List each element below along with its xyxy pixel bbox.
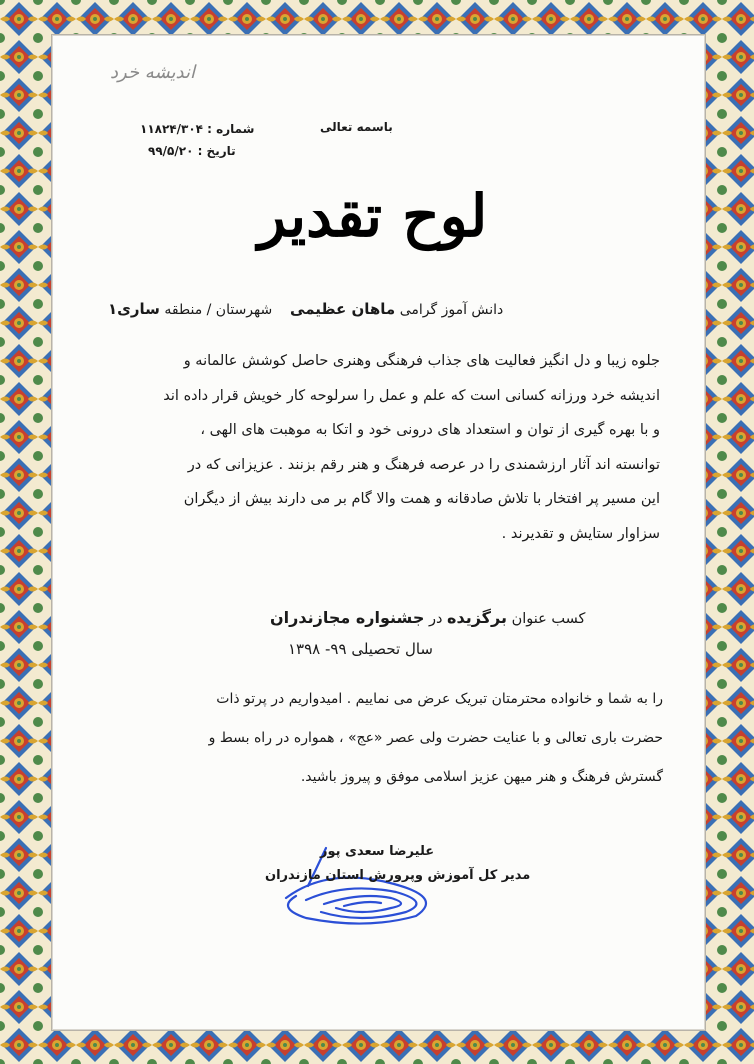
award-prefix: کسب عنوان [511, 611, 586, 627]
closing-paragraph [93, 680, 663, 797]
body-line: سزاوار ستایش و تقدیرند . [501, 525, 660, 542]
closing-line: حضرت باری تعالی و با عنایت حضرت ولی عصر «عج» ، همواره در راه بسط و [208, 730, 663, 746]
certificate-title: لوح تقدیر [258, 182, 488, 250]
academic-year: سال تحصیلی ۹۹- ۱۳۹۸ [288, 640, 433, 658]
body-paragraph [90, 344, 660, 551]
award-middle: در [428, 611, 443, 627]
location-prefix: شهرستان / منطقه [164, 302, 273, 318]
body-line: این مسیر پر افتخار با تلاش صادقانه و همت والا گام بر می دارند بیش از دیگران [183, 491, 660, 507]
signer-name: علیرضا سعدی پور [320, 844, 435, 859]
closing-line: گسترش فرهنگ و هنر میهن عزیز اسلامی موفق و پیروز باشید. [300, 769, 663, 785]
recipient-prefix: دانش آموز گرامی [399, 302, 504, 318]
handwritten-note: اندیشه خرد [110, 62, 195, 83]
festival-name: جشنواره مجازندران [270, 608, 425, 627]
recipient-line [108, 300, 503, 318]
letter-date: تاریخ : ۹۹/۵/۲۰ [148, 144, 236, 158]
bismillah-heading: باسمه تعالی [320, 120, 393, 134]
body-line: اندیشه خرد ورزانه کسانی است که علم و عمل را سرلوحه کار خویش قرار داده اند [163, 387, 660, 404]
signer-position: مدیر کل آموزش وپرورش استان مازندران [265, 868, 531, 883]
award-line [270, 608, 585, 627]
closing-line: را به شما و خانواده محترمتان تبریک عرض می نماییم . امیدواریم در پرتو ذات [216, 691, 663, 707]
letter-number: شماره : ۱۱۸۲۴/۳۰۴ [140, 122, 255, 136]
body-line: توانسته اند آثار ارزشمندی را در عرصه فرهنگ و هنر رقم بزنند . عزیزانی که در [187, 456, 660, 473]
body-line: جلوه زیبا و دل انگیز فعالیت های جذاب فرهنگی وهنری حاصل کوشش عالمانه و [183, 353, 660, 369]
body-line: و با بهره گیری از توان و استعداد های درونی خود و اتکا به موهبت های الهی ، [200, 422, 660, 438]
recipient-location: ساری۱ [108, 300, 160, 318]
recipient-name: ماهان عظیمی [290, 300, 396, 318]
award-title: برگزیده [447, 608, 507, 627]
